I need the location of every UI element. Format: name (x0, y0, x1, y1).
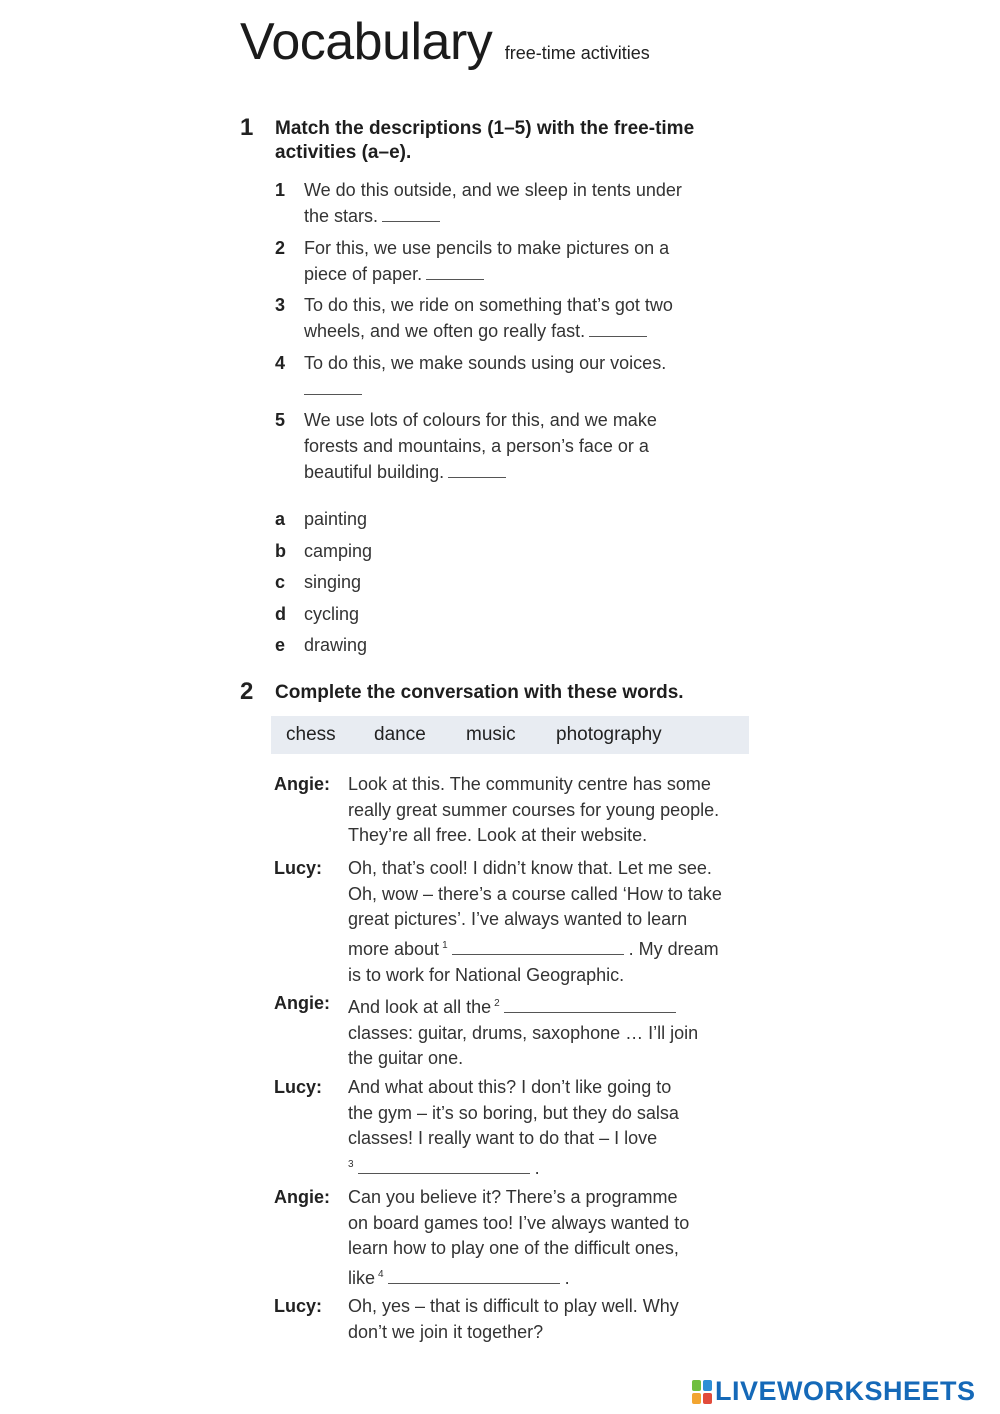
option-text: singing (304, 572, 362, 592)
option-letter: e (275, 635, 286, 655)
option-letter: c (275, 572, 286, 592)
option-c (275, 569, 361, 595)
title-main: Vocabulary (240, 13, 493, 71)
dialogue-line (348, 1152, 758, 1182)
option-b (275, 538, 372, 564)
speaker-name: Angie: (274, 774, 330, 794)
exercise-2-instruction: Complete the conversation with these words. (275, 682, 684, 703)
speaker-name: Lucy: (274, 858, 323, 878)
exercise-1-instruction (275, 117, 755, 165)
gap-blank-2[interactable] (504, 1011, 676, 1013)
instruction-line: Match the descriptions (1–5) with the free-time (275, 118, 695, 139)
word-chip: dance (374, 724, 426, 745)
dialogue-turn-1 (348, 772, 758, 849)
option-letter: d (275, 604, 286, 624)
gap-number: 4 (378, 1269, 384, 1281)
answer-blank[interactable] (304, 393, 362, 395)
gap-blank-1[interactable] (452, 953, 624, 955)
instruction-line: activities (a–e). (275, 142, 412, 163)
item-text: beautiful building. (304, 462, 445, 482)
dialogue-line: really great summer courses for young people. (348, 799, 720, 820)
dialogue-line: And what about this? I don’t like going to (348, 1077, 672, 1097)
dialogue-line: is to work for National Geographic. (348, 964, 625, 985)
speaker-name: Angie: (274, 1187, 330, 1207)
dialogue-line: Oh, that’s cool! I didn’t know that. Let me see. (348, 858, 712, 878)
speaker-name: Lucy: (274, 1077, 323, 1097)
liveworksheets-logo (692, 1376, 976, 1406)
item-text: We use lots of colours for this, and we make (304, 410, 657, 430)
answer-blank[interactable] (426, 278, 484, 280)
item-number: 1 (275, 180, 286, 200)
dialogue-line: Look at this. The community centre has some (348, 774, 711, 794)
item-text: To do this, we make sounds using our voices. (304, 353, 667, 373)
gap-number: 3 (348, 1159, 354, 1171)
dialogue-turn-5 (348, 1185, 758, 1292)
item-number: 3 (275, 295, 286, 315)
gap-number: 1 (442, 940, 448, 952)
option-text: painting (304, 509, 368, 529)
dialogue-line: Can you believe it? There’s a programme (348, 1187, 678, 1207)
item-text: the stars. (304, 206, 379, 226)
dialogue-turn-6 (348, 1294, 758, 1345)
dialogue-line (348, 991, 758, 1021)
dialogue-line: the gym – it’s so boring, but they do salsa (348, 1102, 679, 1123)
answer-blank[interactable] (589, 335, 647, 337)
gap-blank-3[interactable] (358, 1172, 530, 1174)
logo-icon (692, 1380, 712, 1404)
item-text: piece of paper. (304, 264, 423, 284)
dialogue-turn-4 (348, 1075, 758, 1182)
dialogue-turn-2 (348, 856, 758, 989)
dialogue-line: the guitar one. (348, 1048, 464, 1069)
option-text: drawing (304, 635, 368, 655)
description-item-1 (275, 177, 745, 229)
answer-blank[interactable] (448, 476, 506, 478)
title-subtitle: free-time activities (504, 43, 650, 63)
option-letter: b (275, 541, 286, 561)
dialogue-text: . My dream (628, 939, 719, 960)
option-text: camping (304, 541, 373, 561)
dialogue-line: don’t we join it together? (348, 1321, 544, 1342)
description-item-2 (275, 235, 745, 287)
dialogue-line: classes! I really want to do that – I love (348, 1128, 658, 1149)
dialogue-line: classes: guitar, drums, saxophone … I’ll join (348, 1022, 699, 1043)
dialogue-text: more about (348, 939, 440, 960)
speaker-name: Angie: (274, 993, 330, 1013)
description-item-3 (275, 292, 745, 344)
dialogue-line (348, 933, 758, 963)
option-text: cycling (304, 604, 360, 624)
dialogue-line: They’re all free. Look at their website. (348, 825, 648, 846)
option-d (275, 601, 359, 627)
item-text: To do this, we ride on something that’s got two (304, 295, 673, 315)
item-text: wheels, and we often go really fast. (304, 321, 586, 341)
gap-blank-4[interactable] (388, 1282, 560, 1284)
dialogue-text: . (534, 1158, 540, 1179)
dialogue-line: great pictures’. I’ve always wanted to learn (348, 909, 688, 930)
description-item-4 (275, 350, 745, 402)
option-e (275, 632, 367, 658)
item-number: 4 (275, 353, 286, 373)
word-chip: music (466, 724, 516, 745)
exercise-1-number: 1 (240, 114, 254, 141)
page-title (240, 12, 650, 72)
item-number: 2 (275, 238, 286, 258)
word-chip: chess (286, 724, 336, 745)
option-a (275, 506, 367, 532)
dialogue-line: learn how to play one of the difficult ones, (348, 1238, 679, 1259)
dialogue-line (348, 1262, 758, 1292)
logo-text: LIVEWORKSHEETS (715, 1376, 976, 1406)
item-number: 5 (275, 410, 286, 430)
exercise-2-number: 2 (240, 678, 254, 705)
option-letter: a (275, 509, 286, 529)
dialogue-text: like (348, 1268, 376, 1289)
item-text: We do this outside, and we sleep in tents under (304, 180, 682, 200)
dialogue-line: Oh, wow – there’s a course called ‘How to take (348, 883, 722, 904)
gap-number: 2 (494, 998, 500, 1009)
dialogue-text: And look at all the (348, 997, 492, 1017)
description-item-5 (275, 407, 745, 485)
dialogue-line: on board games too! I’ve always wanted to (348, 1212, 690, 1233)
item-text: For this, we use pencils to make pictures on a (304, 238, 670, 258)
dialogue-line: Oh, yes – that is difficult to play well. Why (348, 1296, 679, 1316)
dialogue-turn-3 (348, 991, 758, 1072)
item-text: forests and mountains, a person’s face or a (304, 436, 649, 456)
speaker-name: Lucy: (274, 1296, 323, 1316)
dialogue-text: . (564, 1268, 570, 1289)
word-chip: photography (556, 724, 662, 745)
answer-blank[interactable] (382, 220, 440, 222)
